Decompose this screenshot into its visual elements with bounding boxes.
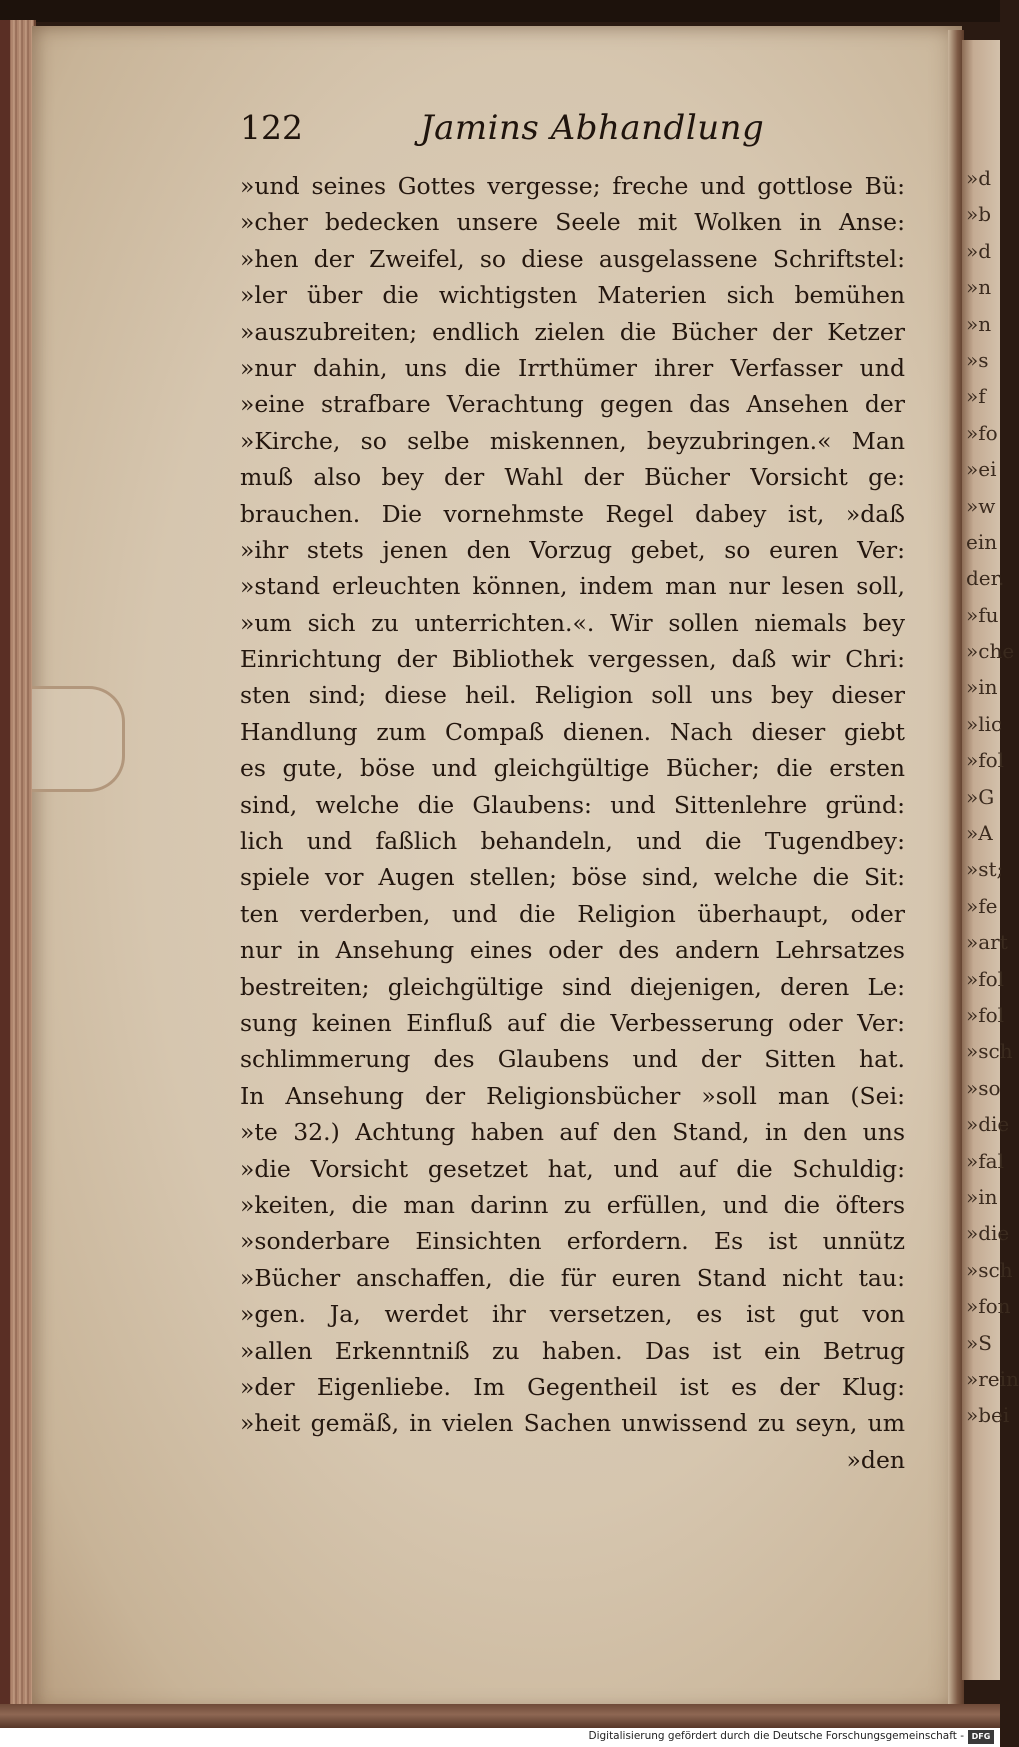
text-line: lich und faßlich behandeln, und die Tugendbey: xyxy=(240,827,905,856)
facing-page-fragment: »s xyxy=(966,347,989,372)
digitization-credit: Digitalisierung gefördert durch die Deutsche Forschungsgemeinschaft - xyxy=(588,1730,964,1742)
text-line: »um sich zu unterrichten.«. Wir sollen niemals bey xyxy=(240,608,905,637)
text-line: spiele vor Augen stellen; böse sind, welche die Sit: xyxy=(240,863,905,892)
dfg-logo: DFG xyxy=(968,1730,994,1744)
text-line: brauchen. Die vornehmste Regel dabey ist, »daß xyxy=(240,499,905,528)
text-line: »auszubreiten; endlich zielen die Bücher der Ketzer xyxy=(240,317,905,346)
facing-page-fragment: »fal xyxy=(966,1148,1004,1173)
book-bottom-edge xyxy=(0,1704,1000,1730)
text-line: »keiten, die man darinn zu erfüllen, und die öfters xyxy=(240,1190,905,1219)
text-line: sung keinen Einfluß auf die Verbesserung oder Ver: xyxy=(240,1008,905,1037)
facing-page-fragment: »fu xyxy=(966,602,999,627)
facing-page-fragment: »art xyxy=(966,930,1008,955)
facing-page-fragment: »fol xyxy=(966,748,1005,773)
facing-page-fragment: »b xyxy=(966,202,992,227)
text-line: »ihr stets jenen den Vorzug gebet, so euren Ver: xyxy=(240,535,905,564)
facing-page-text xyxy=(966,160,1019,1434)
facing-page-fragment: der. xyxy=(966,566,1005,591)
text-line: »allen Erkenntniß zu haben. Das ist ein Betrug xyxy=(240,1336,905,1365)
text-line: »eine strafbare Verachtung gegen das Ansehen der xyxy=(240,390,905,419)
facing-page-fragment: »d xyxy=(966,238,992,263)
text-line: »cher bedecken unsere Seele mit Wolken in Anse: xyxy=(240,208,905,237)
page-header xyxy=(240,104,900,154)
text-line: es gute, böse und gleichgültige Bücher; die ersten xyxy=(240,754,905,783)
facing-page-fragment: »A xyxy=(966,821,993,846)
facing-page-fragment: »st; xyxy=(966,857,1004,882)
facing-page-fragment: »so xyxy=(966,1075,1001,1100)
text-line: Handlung zum Compaß dienen. Nach dieser giebt xyxy=(240,717,905,746)
facing-page-fragment: »in xyxy=(966,1184,998,1209)
facing-page-fragment: »n xyxy=(966,275,992,300)
text-line: »stand erleuchten können, indem man nur lesen soll, xyxy=(240,572,905,601)
text-line: Einrichtung der Bibliothek vergessen, daß wir Chri: xyxy=(240,645,905,674)
book-cover-left xyxy=(0,20,10,1720)
facing-page-fragment: »d xyxy=(966,166,992,190)
facing-page-fragment: »die xyxy=(966,1112,1010,1137)
text-line: »der Eigenliebe. Im Gegentheil ist es der Klug: xyxy=(240,1372,905,1401)
facing-page-fragment: »S xyxy=(966,1330,992,1355)
text-line: »die Vorsicht gesetzet hat, und auf die Schuldig: xyxy=(240,1154,905,1183)
text-line: »heit gemäß, in vielen Sachen unwissend zu seyn, um xyxy=(240,1409,905,1438)
credit-bar xyxy=(0,1728,1000,1747)
text-line: »nur dahin, uns die Irrthümer ihrer Verfasser und xyxy=(240,353,905,382)
facing-page-fragment: »G xyxy=(966,784,995,809)
facing-page-fragment: »ei xyxy=(966,457,997,482)
facing-page-fragment: »che xyxy=(966,639,1015,664)
text-line: »und seines Gottes vergesse; freche und gottlose Bü: xyxy=(240,172,905,200)
text-line: muß also bey der Wahl der Bücher Vorsicht ge: xyxy=(240,463,905,492)
facing-page-fragment: »fe xyxy=(966,893,998,918)
text-line: »te 32.) Achtung haben auf den Stand, in den uns xyxy=(240,1118,905,1147)
facing-page-fragment: »fo xyxy=(966,420,998,445)
facing-page-fragment: »sch xyxy=(966,1039,1013,1064)
page-number: 122 xyxy=(240,108,303,147)
running-title: Jamins Abhandlung xyxy=(420,108,765,148)
catchword: »den xyxy=(846,1445,905,1474)
facing-page-fragment: »fol xyxy=(966,1002,1005,1027)
text-line: bestreiten; gleichgültige sind diejenigen, deren Le: xyxy=(240,972,905,1001)
facing-page-fragment: »sch xyxy=(966,1257,1013,1282)
text-line: »hen der Zweifel, so diese ausgelassene Schriftstel: xyxy=(240,244,905,273)
text-line: schlimmerung des Glaubens und der Sitten hat. xyxy=(240,1045,905,1074)
facing-page-fragment: ein xyxy=(966,529,998,554)
facing-page-fragment: »rein xyxy=(966,1366,1019,1391)
body-text xyxy=(240,168,905,1478)
facing-page-fragment: »f xyxy=(966,384,986,409)
text-line: sind, welche die Glaubens: und Sittenlehre gründ: xyxy=(240,790,905,819)
text-line: »Kirche, so selbe miskennen, beyzubringen.« Man xyxy=(240,426,905,455)
text-line: »sonderbare Einsichten erfordern. Es ist unnütz xyxy=(240,1227,905,1256)
facing-page-fragment: »fol xyxy=(966,966,1005,991)
text-line: »gen. Ja, werdet ihr versetzen, es ist gut von xyxy=(240,1300,905,1329)
text-line: sten sind; diese heil. Religion soll uns bey dieser xyxy=(240,681,905,710)
facing-page-fragment: »w xyxy=(966,493,996,518)
facing-page-fragment: »fon xyxy=(966,1294,1011,1319)
text-line: In Ansehung der Religionsbücher »soll man (Sei: xyxy=(240,1081,905,1110)
facing-page-fragment: »n xyxy=(966,311,992,336)
text-line: nur in Ansehung eines oder des andern Lehrsatzes xyxy=(240,936,905,965)
facing-page-fragment: »bei xyxy=(966,1403,1010,1428)
facing-page-fragment: »lic xyxy=(966,711,1003,736)
facing-page-fragment: »in xyxy=(966,675,998,700)
text-line: »Bücher anschaffen, die für euren Stand nicht tau: xyxy=(240,1263,905,1292)
bookmark-clip xyxy=(32,686,125,792)
text-line: »ler über die wichtigsten Materien sich bemühen xyxy=(240,281,905,310)
text-line: ten verderben, und die Religion überhaupt, oder xyxy=(240,899,905,928)
facing-page-fragment: »die xyxy=(966,1221,1010,1246)
scan-top-strip xyxy=(0,0,1000,22)
